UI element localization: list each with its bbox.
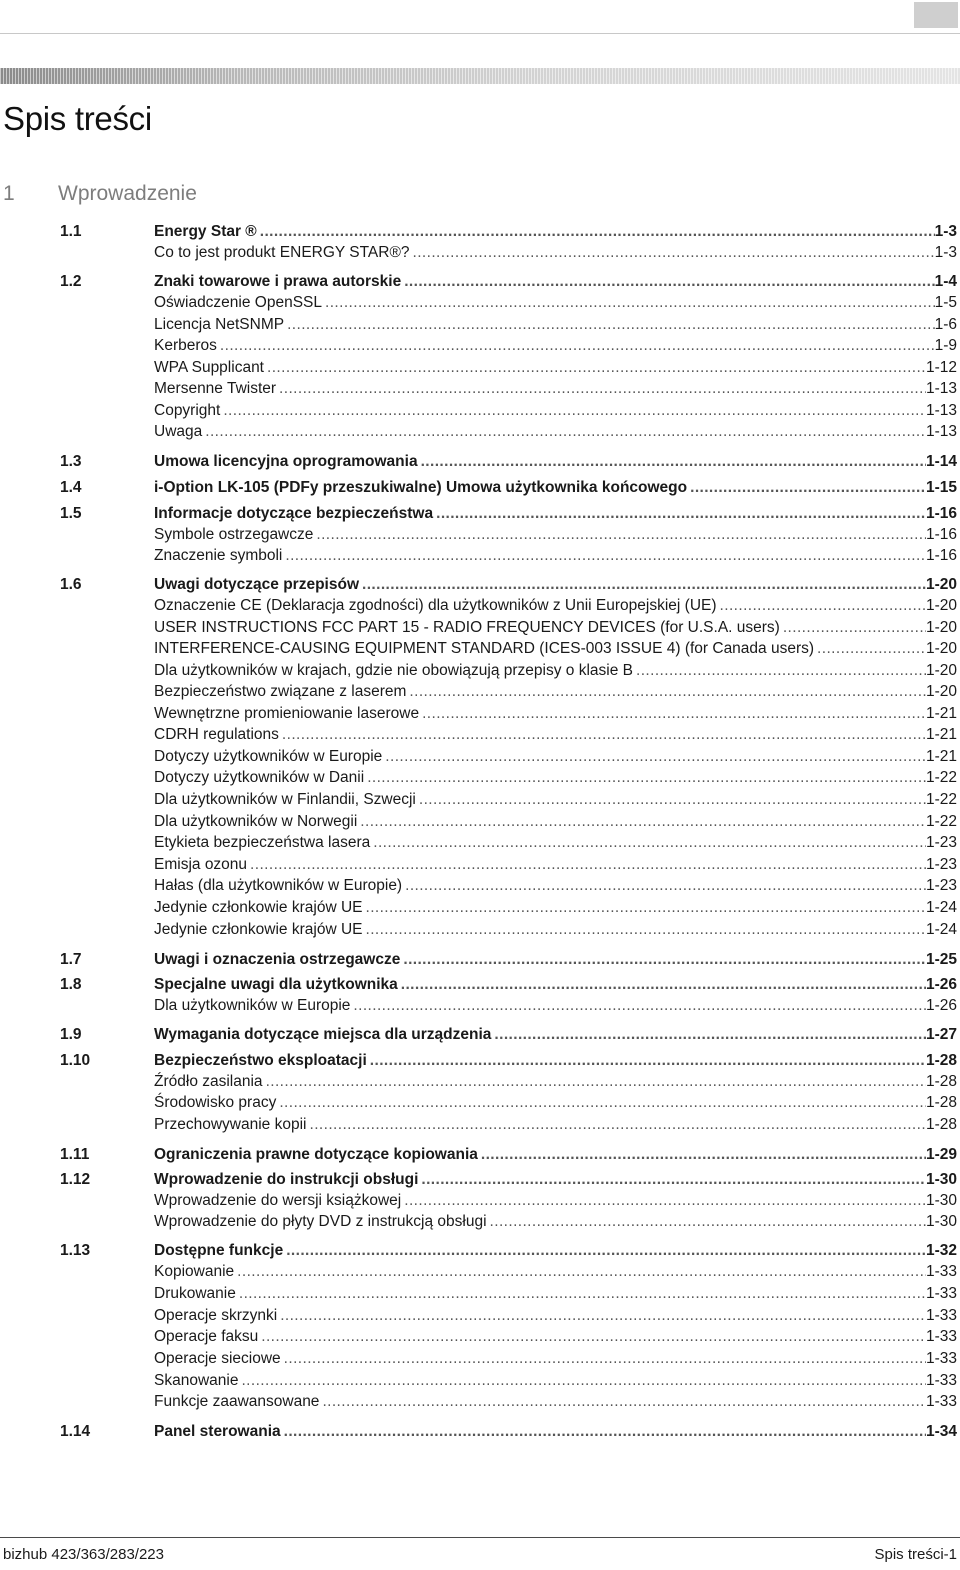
toc-page-number: 1-20 — [925, 576, 957, 593]
toc-page-number: 1-20 — [925, 619, 957, 636]
toc-dot-leader — [398, 975, 926, 995]
toc-page-number: 1-22 — [925, 769, 957, 786]
toc-dot-leader — [279, 725, 926, 745]
toc-entry-title: Drukowanie — [154, 1285, 236, 1302]
toc-subsection-entry[interactable] — [60, 315, 957, 335]
toc-subsection-entry[interactable] — [60, 661, 957, 681]
toc-dot-leader — [257, 222, 935, 242]
toc-subsection-entry[interactable] — [60, 639, 957, 659]
toc-dot-leader — [247, 855, 926, 875]
toc-page-number: 1-16 — [925, 547, 957, 564]
toc-line — [154, 1422, 957, 1442]
toc-entry-title: Energy Star ® — [154, 223, 257, 240]
toc-entry-title: Funkcje zaawansowane — [154, 1393, 320, 1410]
toc-line — [154, 1051, 957, 1071]
toc-subsection-entry[interactable] — [60, 747, 957, 767]
toc-dot-leader — [491, 1025, 926, 1045]
toc-subsection-entry[interactable] — [60, 1371, 957, 1391]
toc-line — [154, 661, 957, 681]
chapter-title: Wprowadzenie — [58, 182, 197, 205]
toc-subsection-entry[interactable] — [60, 876, 957, 896]
toc-page-number: 1-30 — [925, 1192, 957, 1209]
toc-line — [154, 243, 957, 263]
toc-entry-title: Wprowadzenie do wersji książkowej — [154, 1192, 402, 1209]
toc-subsection-entry[interactable] — [60, 1115, 957, 1135]
toc-entry-title: CDRH regulations — [154, 726, 279, 743]
toc-entry-title: Znaki towarowe i prawa autorskie — [154, 273, 402, 290]
toc-page-number: 1-28 — [925, 1073, 957, 1090]
toc-line — [154, 1145, 957, 1165]
toc-line — [154, 1392, 957, 1412]
toc-section-number: 1.6 — [60, 576, 82, 593]
chapter-number: 1 — [3, 182, 15, 205]
toc-subsection-entry[interactable] — [60, 525, 957, 545]
toc-dot-leader — [284, 315, 935, 335]
toc-entry-title: Oznaczenie CE (Deklaracja zgodności) dla użytkowników z Unii Europejskiej (UE) — [154, 597, 717, 614]
toc-dot-leader — [400, 950, 926, 970]
toc-line — [154, 315, 957, 335]
toc-page-number: 1-33 — [925, 1285, 957, 1302]
toc-subsection-entry[interactable] — [60, 546, 957, 566]
toc-dot-leader — [687, 478, 926, 498]
toc-section-entry[interactable] — [60, 272, 957, 292]
toc-entry-title: Znaczenie symboli — [154, 547, 283, 564]
toc-line — [154, 747, 957, 767]
toc-entry-title: Przechowywanie kopii — [154, 1116, 307, 1133]
corner-tab — [914, 2, 958, 28]
toc-entry-title: Emisja ozonu — [154, 856, 248, 873]
toc-section-entry[interactable] — [60, 222, 957, 242]
toc-dot-leader — [433, 504, 926, 524]
toc-subsection-entry[interactable] — [60, 422, 957, 442]
toc-dot-leader — [418, 452, 926, 472]
toc-subsection-entry[interactable] — [60, 596, 957, 616]
footer-rule — [0, 1537, 960, 1538]
toc-section-entry[interactable] — [60, 504, 957, 524]
toc-page-number: 1-33 — [925, 1263, 957, 1280]
toc-page-number: 1-23 — [925, 834, 957, 851]
toc-line — [154, 401, 957, 421]
toc-entry-title: Kerberos — [154, 337, 217, 354]
toc-entry-title: Źródło zasilania — [154, 1073, 263, 1090]
toc-line — [154, 639, 957, 659]
toc-section-entry[interactable] — [60, 478, 957, 498]
toc-section-number: 1.13 — [60, 1242, 91, 1259]
toc-page-number: 1-22 — [925, 813, 957, 830]
toc-section-entry[interactable] — [60, 1422, 957, 1442]
toc-section-entry[interactable] — [60, 575, 957, 595]
toc-line — [154, 1349, 957, 1369]
toc-line — [154, 876, 957, 896]
toc-page-number: 1-30 — [925, 1213, 957, 1230]
toc-dot-leader — [263, 1072, 926, 1092]
toc-section-entry[interactable] — [60, 1170, 957, 1190]
toc-entry-title: Dla użytkowników w Europie — [154, 997, 351, 1014]
toc-section-number: 1.4 — [60, 479, 82, 496]
toc-dot-leader — [362, 920, 925, 940]
toc-line — [154, 525, 957, 545]
toc-dot-leader — [487, 1212, 926, 1232]
toc-section-entry[interactable] — [60, 1145, 957, 1165]
toc-page-number: 1-29 — [925, 1146, 957, 1163]
toc-page-number: 1-26 — [925, 997, 957, 1014]
toc-entry-title: Bezpieczeństwo eksploatacji — [154, 1052, 367, 1069]
toc-dot-leader — [717, 596, 926, 616]
toc-dot-leader — [780, 618, 926, 638]
toc-section-number: 1.9 — [60, 1026, 82, 1043]
toc-entry-title: Co to jest produkt ENERGY STAR®? — [154, 244, 410, 261]
toc-dot-leader — [364, 768, 926, 788]
toc-subsection-entry[interactable] — [60, 725, 957, 745]
toc-entry-title: Hałas (dla użytkowników w Europie) — [154, 877, 403, 894]
toc-entry-title: Wewnętrzne promieniowanie laserowe — [154, 705, 420, 722]
toc-subsection-entry[interactable] — [60, 293, 957, 313]
toc-line — [154, 725, 957, 745]
toc-line — [154, 546, 957, 566]
toc-line — [154, 1371, 957, 1391]
top-rule — [0, 33, 960, 34]
toc-dot-leader — [382, 747, 926, 767]
toc-section-number: 1.2 — [60, 273, 82, 290]
toc-subsection-entry[interactable] — [60, 1284, 957, 1304]
toc-subsection-entry[interactable] — [60, 618, 957, 638]
toc-dot-leader — [319, 1392, 926, 1412]
toc-line — [154, 975, 957, 995]
toc-subsection-entry[interactable] — [60, 358, 957, 378]
toc-dot-leader — [281, 1349, 926, 1369]
toc-subsection-entry[interactable] — [60, 379, 957, 399]
toc-line — [154, 222, 957, 242]
toc-page-number: 1-3 — [934, 223, 957, 240]
toc-line — [154, 812, 957, 832]
toc-entry-title: Etykieta bezpieczeństwa lasera — [154, 834, 371, 851]
toc-page-number: 1-13 — [925, 402, 957, 419]
toc-entry-title: Dla użytkowników w krajach, gdzie nie obowiązują przepisy o klasie B — [154, 662, 634, 679]
toc-section-entry[interactable] — [60, 950, 957, 970]
toc-dot-leader — [258, 1327, 926, 1347]
toc-line — [154, 478, 957, 498]
toc-subsection-entry[interactable] — [60, 1262, 957, 1282]
toc-dot-leader — [367, 1051, 926, 1071]
toc-page-number: 1-13 — [925, 423, 957, 440]
toc-page-number: 1-28 — [925, 1052, 957, 1069]
toc-dot-leader — [307, 1115, 926, 1135]
toc-entry-title: i-Option LK-105 (PDFy przeszukiwalne) Umowa użytkownika końcowego — [154, 479, 688, 496]
toc-entry-title: WPA Supplicant — [154, 359, 264, 376]
toc-entry-title: Wymagania dotyczące miejsca dla urządzenia — [154, 1026, 492, 1043]
toc-dot-leader — [418, 1170, 926, 1190]
toc-entry-title: Umowa licencyjna oprogramowania — [154, 453, 418, 470]
toc-line — [154, 1306, 957, 1326]
toc-line — [154, 996, 957, 1016]
toc-entry-title: Wprowadzenie do płyty DVD z instrukcją obsługi — [154, 1213, 487, 1230]
toc-page-number: 1-4 — [934, 273, 957, 290]
toc-page-number: 1-13 — [925, 380, 957, 397]
toc-subsection-entry[interactable] — [60, 682, 957, 702]
toc-page-number: 1-21 — [925, 705, 957, 722]
toc-dot-leader — [406, 682, 926, 702]
toc-section-number: 1.10 — [60, 1052, 91, 1069]
toc-entry-title: Informacje dotyczące bezpieczeństwa — [154, 505, 434, 522]
toc-entry-title: Dotyczy użytkowników w Danii — [154, 769, 365, 786]
toc-entry-title: Środowisko pracy — [154, 1094, 277, 1111]
toc-entry-title: INTERFERENCE-CAUSING EQUIPMENT STANDARD (ICES-003 ISSUE 4) (for Canada users) — [154, 640, 815, 657]
toc-section-entry[interactable] — [60, 1025, 957, 1045]
toc-subsection-entry[interactable] — [60, 1072, 957, 1092]
toc-section-entry[interactable] — [60, 1051, 957, 1071]
toc-entry-title: Skanowanie — [154, 1372, 239, 1389]
toc-subsection-entry[interactable] — [60, 996, 957, 1016]
toc-subsection-entry[interactable] — [60, 1093, 957, 1113]
toc-dot-leader — [362, 898, 925, 918]
toc-section-number: 1.14 — [60, 1423, 91, 1440]
toc-page-number: 1-21 — [925, 748, 957, 765]
toc-subsection-entry[interactable] — [60, 1212, 957, 1232]
toc-entry-title: Mersenne Twister — [154, 380, 277, 397]
toc-subsection-entry[interactable] — [60, 243, 957, 263]
toc-page-number: 1-9 — [934, 337, 957, 354]
toc-entry-title: Licencja NetSNMP — [154, 316, 285, 333]
toc-subsection-entry[interactable] — [60, 812, 957, 832]
toc-dot-leader — [401, 272, 934, 292]
toc-page-number: 1-21 — [925, 726, 957, 743]
toc-section-number: 1.8 — [60, 976, 82, 993]
toc-line — [154, 293, 957, 313]
toc-line — [154, 1191, 957, 1211]
toc-dot-leader — [313, 525, 926, 545]
toc-dot-leader — [419, 704, 926, 724]
toc-section-entry[interactable] — [60, 1241, 957, 1261]
toc-entry-title: Panel sterowania — [154, 1423, 281, 1440]
toc-entry-title: Ograniczenia prawne dotyczące kopiowania — [154, 1146, 478, 1163]
toc-dot-leader — [350, 996, 926, 1016]
toc-line — [154, 272, 957, 292]
toc-subsection-entry[interactable] — [60, 401, 957, 421]
toc-line — [154, 1072, 957, 1092]
toc-page-number: 1-32 — [925, 1242, 957, 1259]
toc-line — [154, 358, 957, 378]
toc-line — [154, 855, 957, 875]
toc-subsection-entry[interactable] — [60, 336, 957, 356]
toc-dot-leader — [277, 1306, 926, 1326]
toc-page-number: 1-24 — [925, 921, 957, 938]
toc-page-number: 1-24 — [925, 899, 957, 916]
toc-line — [154, 950, 957, 970]
toc-line — [154, 575, 957, 595]
toc-line — [154, 618, 957, 638]
toc-line — [154, 768, 957, 788]
toc-entry-title: Uwaga — [154, 423, 203, 440]
toc-dot-leader — [416, 790, 926, 810]
toc-entry-title: Dla użytkowników w Finlandii, Szwecji — [154, 791, 416, 808]
toc-page-number: 1-20 — [925, 597, 957, 614]
toc-entry-title: Jedynie członkowie krajów UE — [154, 899, 363, 916]
toc-dot-leader — [234, 1262, 926, 1282]
toc-page-number: 1-28 — [925, 1116, 957, 1133]
toc-section-number: 1.11 — [60, 1146, 90, 1163]
toc-line — [154, 452, 957, 472]
toc-subsection-entry[interactable] — [60, 768, 957, 788]
toc-entry-title: Operacje skrzynki — [154, 1307, 278, 1324]
toc-page-number: 1-14 — [925, 453, 957, 470]
toc-page-number: 1-6 — [934, 316, 957, 333]
toc-page-number: 1-33 — [925, 1328, 957, 1345]
toc-dot-leader — [283, 1241, 926, 1261]
toc-line — [154, 1327, 957, 1347]
toc-dot-leader — [264, 358, 926, 378]
toc-line — [154, 1115, 957, 1135]
toc-entry-title: Kopiowanie — [154, 1263, 235, 1280]
toc-page-number: 1-34 — [925, 1423, 957, 1440]
toc-section-number: 1.3 — [60, 453, 82, 470]
toc-entry-title: Dotyczy użytkowników w Europie — [154, 748, 383, 765]
toc-page-number: 1-33 — [925, 1372, 957, 1389]
toc-subsection-entry[interactable] — [60, 1349, 957, 1369]
toc-dot-leader — [370, 833, 926, 853]
toc-subsection-entry[interactable] — [60, 855, 957, 875]
toc-page-number: 1-33 — [925, 1307, 957, 1324]
toc-dot-leader — [633, 661, 926, 681]
toc-dot-leader — [276, 379, 926, 399]
toc-section-entry[interactable] — [60, 452, 957, 472]
toc-dot-leader — [402, 876, 926, 896]
toc-page-number: 1-20 — [925, 662, 957, 679]
toc-subsection-entry[interactable] — [60, 790, 957, 810]
toc-dot-leader — [220, 401, 926, 421]
toc-section-number: 1.1 — [60, 223, 82, 240]
toc-entry-title: Specjalne uwagi dla użytkownika — [154, 976, 398, 993]
toc-page-number: 1-33 — [925, 1393, 957, 1410]
toc-dot-leader — [322, 293, 935, 313]
toc-entry-title: Oświadczenie OpenSSL — [154, 294, 323, 311]
toc-page-number: 1-23 — [925, 856, 957, 873]
toc-line — [154, 1025, 957, 1045]
toc-line — [154, 1241, 957, 1261]
toc-line — [154, 920, 957, 940]
toc-dot-leader — [281, 1422, 926, 1442]
toc-line — [154, 790, 957, 810]
toc-dot-leader — [202, 422, 926, 442]
toc-line — [154, 422, 957, 442]
toc-dot-leader — [357, 812, 926, 832]
toc-dot-leader — [238, 1371, 926, 1391]
toc-line — [154, 596, 957, 616]
toc-page-number: 1-33 — [925, 1350, 957, 1367]
toc-page-number: 1-20 — [925, 640, 957, 657]
toc-dot-leader — [401, 1191, 926, 1211]
toc-section-number: 1.5 — [60, 505, 82, 522]
toc-page-number: 1-3 — [934, 244, 957, 261]
toc-line — [154, 833, 957, 853]
toc-entry-title: USER INSTRUCTIONS FCC PART 15 - RADIO FREQUENCY DEVICES (for U.S.A. users) — [154, 619, 780, 636]
toc-page-number: 1-22 — [925, 791, 957, 808]
toc-dot-leader — [282, 546, 926, 566]
footer-page-number: Spis treści-1 — [874, 1546, 957, 1563]
toc-subsection-entry[interactable] — [60, 1306, 957, 1326]
toc-page-number: 1-23 — [925, 877, 957, 894]
header-pattern-bar — [0, 68, 960, 84]
page-title: Spis treści — [3, 100, 152, 137]
toc-line — [154, 704, 957, 724]
toc-subsection-entry[interactable] — [60, 1327, 957, 1347]
toc-line — [154, 336, 957, 356]
chapter-heading — [3, 182, 197, 206]
toc-subsection-entry[interactable] — [60, 833, 957, 853]
toc-dot-leader — [410, 243, 935, 263]
toc-line — [154, 379, 957, 399]
toc-page-number: 1-26 — [925, 976, 957, 993]
toc-page-number: 1-16 — [925, 505, 957, 522]
toc-page-number: 1-15 — [925, 479, 957, 496]
toc-section-entry[interactable] — [60, 975, 957, 995]
toc-entry-title: Symbole ostrzegawcze — [154, 526, 314, 543]
toc-page-number: 1-12 — [925, 359, 957, 376]
toc-entry-title: Uwagi i oznaczenia ostrzegawcze — [154, 951, 401, 968]
toc-dot-leader — [359, 575, 926, 595]
toc-dot-leader — [217, 336, 935, 356]
toc-line — [154, 1262, 957, 1282]
toc-line — [154, 1284, 957, 1304]
toc-entry-title: Dla użytkowników w Norwegii — [154, 813, 358, 830]
toc-entry-title: Operacje sieciowe — [154, 1350, 281, 1367]
toc-entry-title: Dostępne funkcje — [154, 1242, 284, 1259]
toc-subsection-entry[interactable] — [60, 920, 957, 940]
toc-entry-title: Operacje faksu — [154, 1328, 259, 1345]
toc-page-number: 1-16 — [925, 526, 957, 543]
footer-product: bizhub 423/363/283/223 — [3, 1546, 164, 1563]
toc-dot-leader — [236, 1284, 926, 1304]
toc-page-number: 1-20 — [925, 683, 957, 700]
toc-line — [154, 504, 957, 524]
toc-dot-leader — [478, 1145, 926, 1165]
toc-line — [154, 898, 957, 918]
toc-line — [154, 1170, 957, 1190]
toc-page-number: 1-25 — [925, 951, 957, 968]
toc-entry-title: Wprowadzenie do instrukcji obsługi — [154, 1171, 419, 1188]
toc-entry-title: Bezpieczeństwo związane z laserem — [154, 683, 407, 700]
toc-line — [154, 1212, 957, 1232]
toc-page-number: 1-28 — [925, 1094, 957, 1111]
toc-page-number: 1-27 — [925, 1026, 957, 1043]
toc-subsection-entry[interactable] — [60, 704, 957, 724]
toc-entry-title: Copyright — [154, 402, 221, 419]
toc-section-number: 1.7 — [60, 951, 82, 968]
toc-dot-leader — [814, 639, 926, 659]
toc-page-number: 1-30 — [925, 1171, 957, 1188]
toc-line — [154, 1093, 957, 1113]
toc-entry-title: Jedynie członkowie krajów UE — [154, 921, 363, 938]
toc-page-number: 1-5 — [934, 294, 957, 311]
toc-subsection-entry[interactable] — [60, 1392, 957, 1412]
toc-subsection-entry[interactable] — [60, 1191, 957, 1211]
toc-section-number: 1.12 — [60, 1171, 91, 1188]
toc-subsection-entry[interactable] — [60, 898, 957, 918]
toc-entry-title: Uwagi dotyczące przepisów — [154, 576, 359, 593]
toc-dot-leader — [276, 1093, 926, 1113]
toc-line — [154, 682, 957, 702]
